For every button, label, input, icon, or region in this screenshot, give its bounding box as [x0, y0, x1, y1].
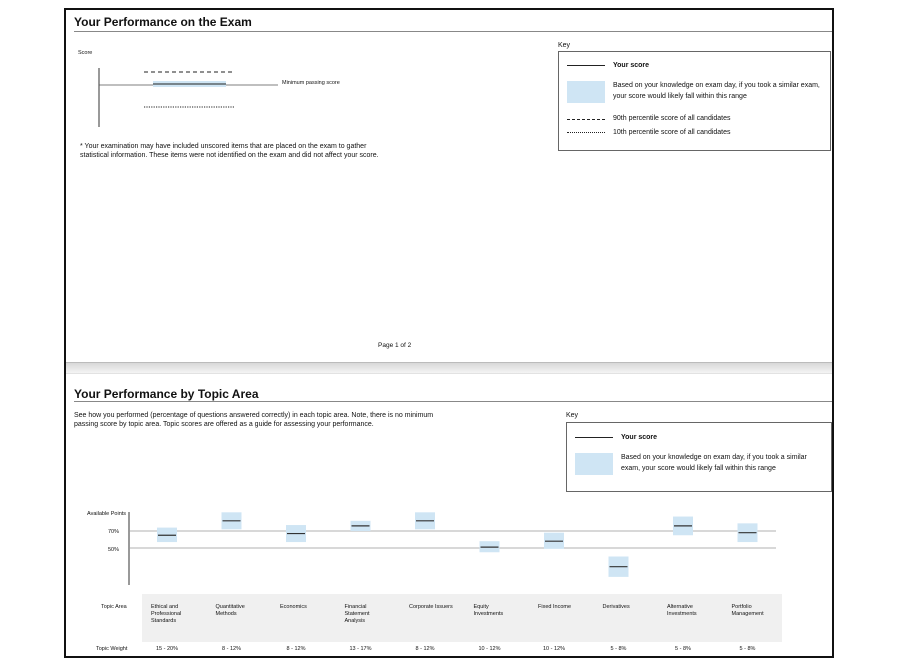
topic-weight-value: 10 - 12%: [478, 646, 501, 652]
topic-area-label: Topic Area: [101, 604, 127, 610]
key2-your-score-label: Your score: [621, 434, 658, 441]
page-number: Page 1 of 2: [378, 342, 412, 349]
topic-weight-value: 13 - 17%: [349, 646, 372, 652]
topic-weight-value: 8 - 12%: [415, 646, 435, 652]
topic-weight-value: 5 - 8%: [739, 646, 756, 652]
topic-area-name: Derivatives: [602, 604, 630, 610]
topic-weight-value: 5 - 8%: [675, 646, 691, 652]
topic-area-name: Alternative Investments: [667, 604, 697, 617]
min-passing-label: Minimum passing score: [282, 80, 340, 86]
topic-area-name: Quantitative Methods: [215, 604, 245, 617]
topic-area-name: Portfolio Management: [731, 604, 764, 617]
available-points-label: Available Points: [87, 511, 127, 517]
topic-weight-value: 10 - 12%: [542, 646, 566, 652]
topic-weight-value: 5 - 8%: [610, 646, 627, 652]
key1-p10-label: 10th percentile score of all candidates: [613, 129, 731, 136]
key1-title: Key: [558, 42, 571, 49]
topic-area-name: Equity Investments: [473, 604, 504, 617]
key1-p90-label: 90th percentile score of all candidates: [613, 115, 731, 122]
topic-area-name: Ethical and Professional Standards: [151, 604, 182, 624]
topic-weight-value: 8 - 12%: [286, 646, 306, 652]
score-axis-label: Score: [78, 50, 93, 56]
key2-range-text: Based on your knowledge on exam day, if you took a similar exam, your score would likely fall within this range: [621, 454, 807, 472]
topic-weight-value: 8 - 12%: [222, 646, 241, 652]
topic-area-name: Economics: [280, 604, 307, 610]
topic-weight-value: 15 - 20%: [155, 646, 179, 652]
key1-range-text: Based on your knowledge on exam day, if you took a similar exam, your score would likely fall within this range: [613, 82, 820, 100]
topic-marks: [151, 512, 764, 652]
topic-weight-label: Topic Weight: [96, 646, 128, 652]
y70-label: 70%: [108, 529, 120, 535]
section1-title: Your Performance on the Exam: [74, 15, 252, 29]
topic-area-name: Corporate Issuers: [409, 604, 453, 610]
y50-label: 50%: [108, 547, 120, 553]
topic-area-name: Fixed Income: [538, 604, 572, 610]
key1-your-score-label: Your score: [613, 62, 650, 69]
section2-intro: See how you performed (percentage of questions answered correctly) in each topic area. Note, there is no minimum passing score by topic area. Topic scores are offered as a guide for assessing your performance.: [74, 412, 434, 428]
key2-title: Key: [566, 412, 579, 419]
section2-title: Your Performance by Topic Area: [74, 387, 259, 401]
section1-footnote: * Your examination may have included unscored items that are placed on the exam to gather statistical information. These items were not identified on the exam and did not affect your score.: [80, 143, 379, 159]
topic-area-name: Financial Statement Analysis: [344, 604, 370, 624]
